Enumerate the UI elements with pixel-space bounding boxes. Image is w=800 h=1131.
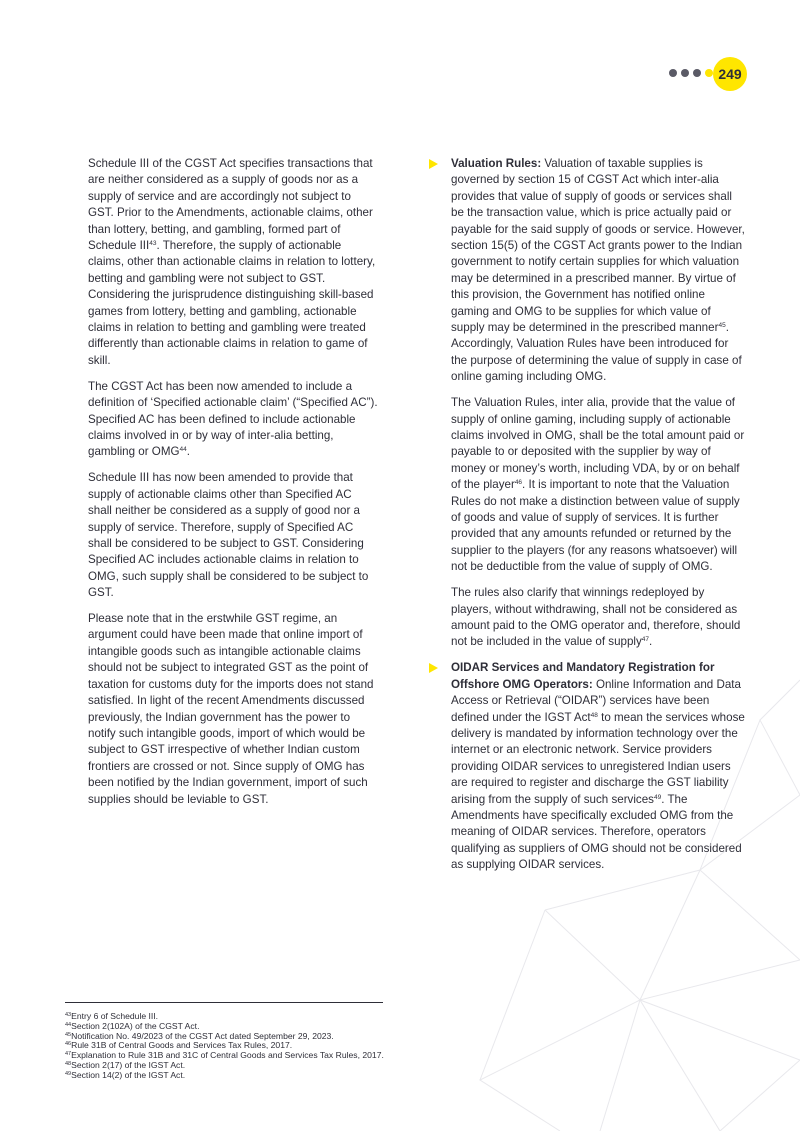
footnote-ref[interactable]: 47 xyxy=(641,636,650,644)
header-dots xyxy=(669,69,713,77)
valuation-rules-bullet: Valuation Rules: Valuation of taxable supplies is governed by section 15 of CGST Act which inter-alia provides that value of supply of goods or services shall be the transaction value, which is price actually paid or payable for the said supply of goods or service. However, section 15(5) of the CGST Act grants power to the Indian government to notify certain supplies for which valuation may be determined in a prescribed manner. By virtue of this provision, the Government has notified online gaming and OMG to be supplies for which value of supply may be determined in the prescribed manner$^{45}$. Accordingly, Valuation Rules have been introduced for the purpose of determining the value of supply in case of online gaming including OMG. xyxy=(451,156,745,386)
specified-ac-paragraph: The CGST Act has been now amended to include a definition of ‘Specified actionable claim’ (“Specified AC”). Specified AC has been defined to include actionable claims involved in or by way of inter-alia betting, gambling or OMG$^{44}$. xyxy=(88,379,378,459)
footnote: $^{43}$Entry 6 of Schedule III. xyxy=(65,1011,159,1021)
dot-3 xyxy=(693,69,701,77)
footnote-ref[interactable]: 44 xyxy=(179,446,187,454)
footnote: $^{47}$Explanation to Rule 31B and 31C of Central Goods and Services Tax Rules, 2017. xyxy=(65,1050,384,1061)
footnote-divider xyxy=(65,1002,383,1003)
oidar-bullet: OIDAR Services and Mandatory Registration for Offshore OMG Operators: Online Information and Data Access or Retrieval (“OIDAR”) services have been defined under the IGST Act$^{48}$ to mean the services whose delivery is mandated by information technology over the internet or an electronic network. Service providers providing OIDAR services to unregistered Indian users are required to register and discharge the GST liability arising from the supply of such services$^{49}$. The Amendments have specifically excluded OMG from the meaning of OIDAR services. Therefore, operators qualifying as suppliers of OMG should not be considered as supplying OIDAR services. xyxy=(451,660,745,873)
footnote: $^{49}$Section 14(2) of the IGST Act. xyxy=(65,1069,186,1080)
bullet-arrow-icon xyxy=(429,159,438,169)
footnote: $^{44}$Section 2(102A) of the CGST Act. xyxy=(65,1020,200,1031)
dot-1 xyxy=(669,69,677,77)
left-column xyxy=(88,156,378,817)
valuation-paragraph-2: The Valuation Rules, inter alia, provide that the value of supply of online gaming, including supply of actionable claims involved in OMG, shall be the total amount paid or payable to or deposited with the supplier by way of money or money’s worth, including VDA, by or on behalf of the player$^{46}$. It is important to note that the Valuation Rules do not make a distinction between value of supply of goods and value of supply of services. It is further provided that any amounts refunded or returned by the supplier to the players (for any reasons whatsoever) will not be deductible from the value of supply of OMG. xyxy=(451,396,745,574)
schedule-amendment-paragraph: Schedule III has now been amended to provide that supply of actionable claims other than Specified AC shall neither be considered as a supply of good nor a supply of service. Therefore, supply of Specified AC shall be considered to be subject to GST. Considering Specified AC includes actionable claims in relation to OMG, such supply shall be considered to be subject to GST. xyxy=(88,471,369,600)
valuation-paragraph-3: The rules also clarify that winnings redeployed by players, without withdrawing, shall not be considered as amount paid to the OMG operator and, therefore, should not be included in the value of supply$^{47}$. xyxy=(451,586,741,649)
footnote-ref[interactable]: 48 xyxy=(590,711,598,719)
dot-accent xyxy=(705,69,713,77)
page-number-badge: 249 xyxy=(713,57,747,91)
footnote: $^{45}$Notification No. 49/2023 of the CGST Act dated September 29, 2023. xyxy=(65,1030,334,1041)
bullet-arrow-icon xyxy=(429,663,438,673)
footnote: $^{46}$Rule 31B of Central Goods and Services Tax Rules, 2017. xyxy=(65,1040,293,1051)
footnote-ref[interactable]: 46 xyxy=(514,479,523,487)
footnote-ref[interactable]: 49 xyxy=(653,793,662,801)
schedule-iii-paragraph: Schedule III of the CGST Act specifies transactions that are neither considered as a supply of goods nor as a supply of service and are accordingly not subject to GST. Prior to the Amendments, actionable claims, other than lottery, betting, and gambling, formed part of Schedule III$^{43}$. Therefore, the supply of actionable claims, other than actionable claims in relation to lottery, betting and gambling were not subject to GST. Considering the jurisprudence distinguishing skill-based games from lottery, betting and gambling, actionable claims in relation to betting and gambling were treated differently than actionable claims in relation to game of skill. xyxy=(88,157,376,367)
right-column xyxy=(451,156,745,883)
footnotes xyxy=(65,1012,384,1081)
footnote-ref[interactable]: 43 xyxy=(149,240,157,248)
dot-2 xyxy=(681,69,689,77)
import-paragraph: Please note that in the erstwhile GST regime, an argument could have been made that online import of intangible goods such as intangible actionable claims should not be subject to integrated GST as the point of taxation for customs duty for the imports does not stand satisfied. In light of the recent Amendments discussed previously, the Indian government has the power to notify such intangible goods, import of which would be subject to GST irrespective of whether Indian custom frontiers are crossed or not. Since supply of OMG has been notified by the Indian government, import of such supplies should be leviable to GST. xyxy=(88,612,374,806)
footnote-ref[interactable]: 45 xyxy=(718,322,726,330)
footnote: $^{48}$Section 2(17) of the IGST Act. xyxy=(65,1059,186,1070)
